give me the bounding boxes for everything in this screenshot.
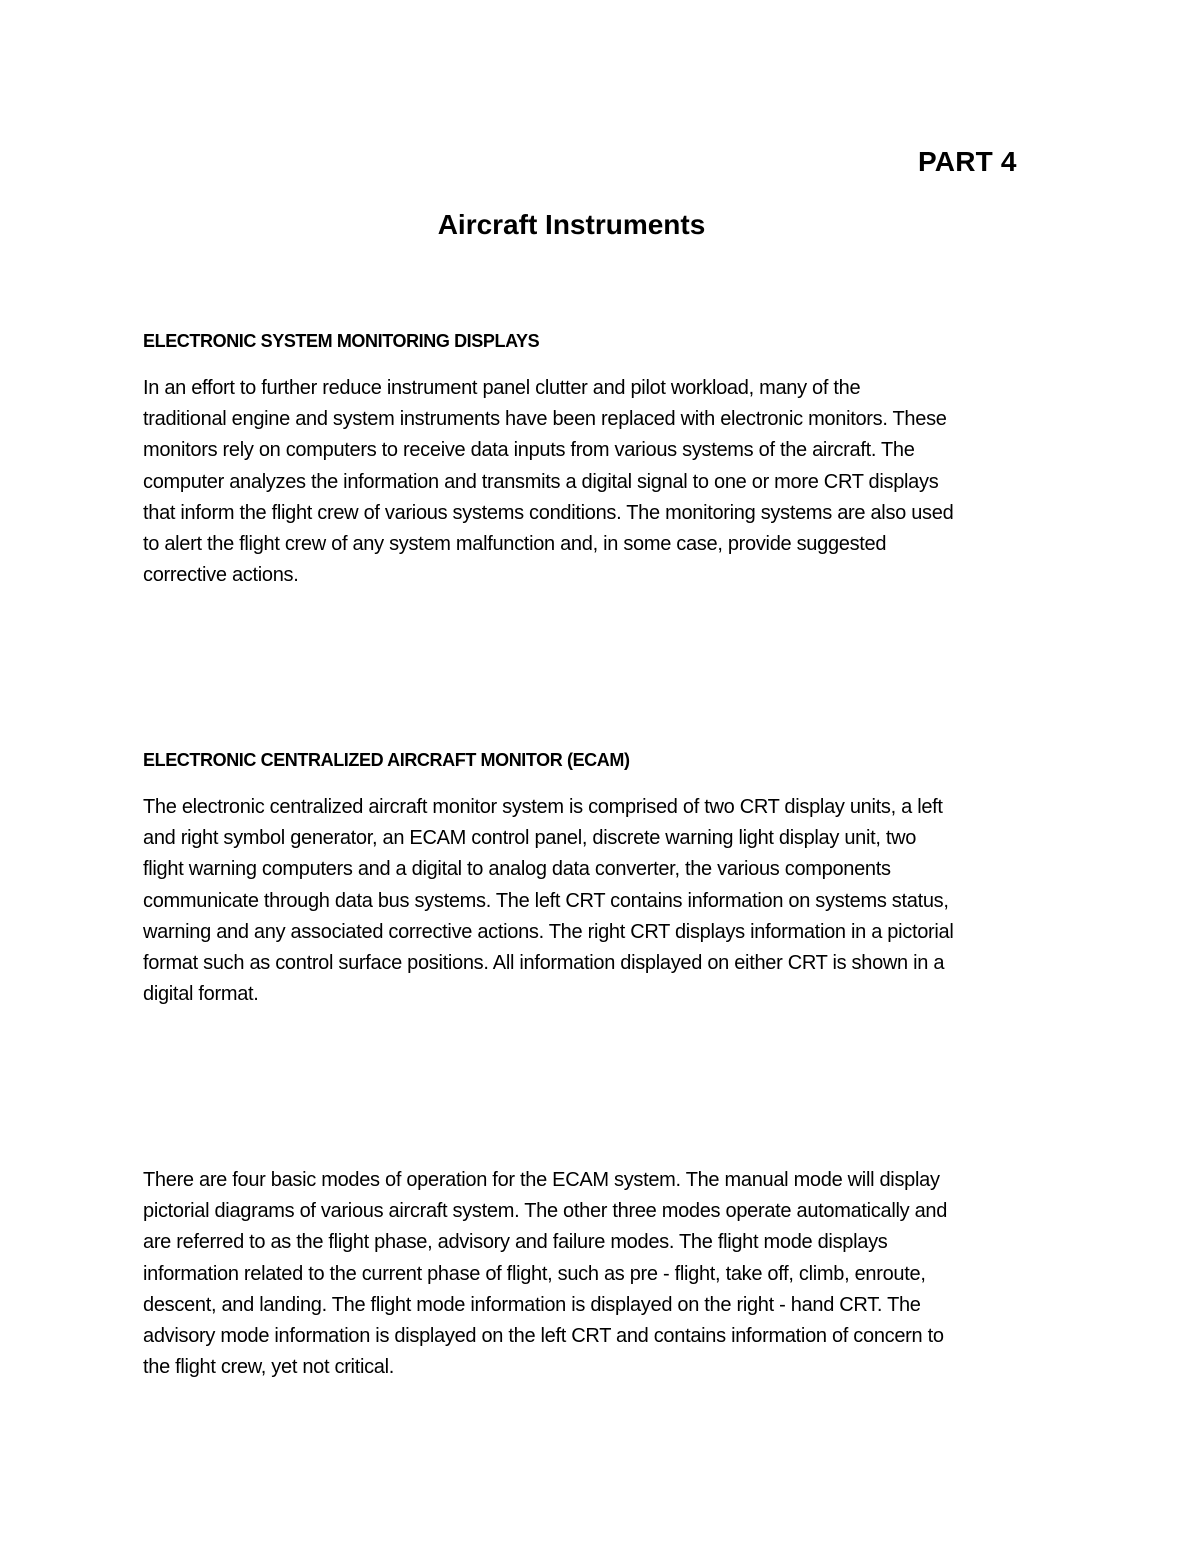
paragraph-line: are referred to as the flight phase, advisory and failure modes. The flight mode displays [143, 1231, 888, 1254]
paragraph-line: information related to the current phase of flight, such as pre - flight, take off, climb, enroute, [143, 1262, 926, 1285]
paragraph-ecam [143, 792, 1063, 1010]
paragraph-line: pictorial diagrams of various aircraft system. The other three modes operate automatically and [143, 1200, 948, 1223]
paragraph-line: that inform the flight crew of various systems conditions. The monitoring systems are also used [143, 501, 954, 524]
part-label: PART 4 [918, 146, 1017, 177]
paragraph-line: monitors rely on computers to receive data inputs from various systems of the aircraft. The [143, 439, 915, 462]
paragraph-line: format such as control surface positions. All information displayed on either CRT is shown in a [143, 952, 945, 975]
paragraph-line: flight warning computers and a digital to analog data converter, the various components [143, 858, 891, 881]
paragraph-line: corrective actions. [143, 564, 299, 587]
paragraph-line: the flight crew, yet not critical. [143, 1356, 395, 1379]
paragraph-line: computer analyzes the information and transmits a digital signal to one or more CRT displays [143, 470, 939, 493]
paragraph-line: The electronic centralized aircraft monitor system is comprised of two CRT display units, a left [143, 796, 943, 818]
paragraph-line: In an effort to further reduce instrument panel clutter and pilot workload, many of the [143, 377, 861, 399]
paragraph-line: warning and any associated corrective actions. The right CRT displays information in a pictorial [143, 920, 954, 943]
paragraph-ecam-modes [143, 1165, 1063, 1383]
paragraph-line: descent, and landing. The flight mode information is displayed on the right - hand CRT. The [143, 1293, 921, 1316]
section-heading-ecam: ELECTRONIC CENTRALIZED AIRCRAFT MONITOR (ECAM) [143, 750, 630, 770]
paragraph-line: digital format. [143, 983, 259, 1006]
paragraph-line: communicate through data bus systems. The left CRT contains information on systems status, [143, 889, 949, 912]
paragraph-line: There are four basic modes of operation for the ECAM system. The manual mode will display [143, 1169, 940, 1191]
paragraph-monitoring-displays [143, 373, 1063, 591]
paragraph-line: traditional engine and system instruments have been replaced with electronic monitors. These [143, 408, 947, 431]
section-heading-monitoring-displays: ELECTRONIC SYSTEM MONITORING DISPLAYS [143, 331, 540, 351]
page-title: Aircraft Instruments [437, 209, 706, 240]
paragraph-line: advisory mode information is displayed on the left CRT and contains information of concern to [143, 1325, 944, 1348]
paragraph-line: to alert the flight crew of any system malfunction and, in some case, provide suggested [143, 533, 887, 556]
paragraph-line: and right symbol generator, an ECAM control panel, discrete warning light display unit, two [143, 827, 917, 850]
